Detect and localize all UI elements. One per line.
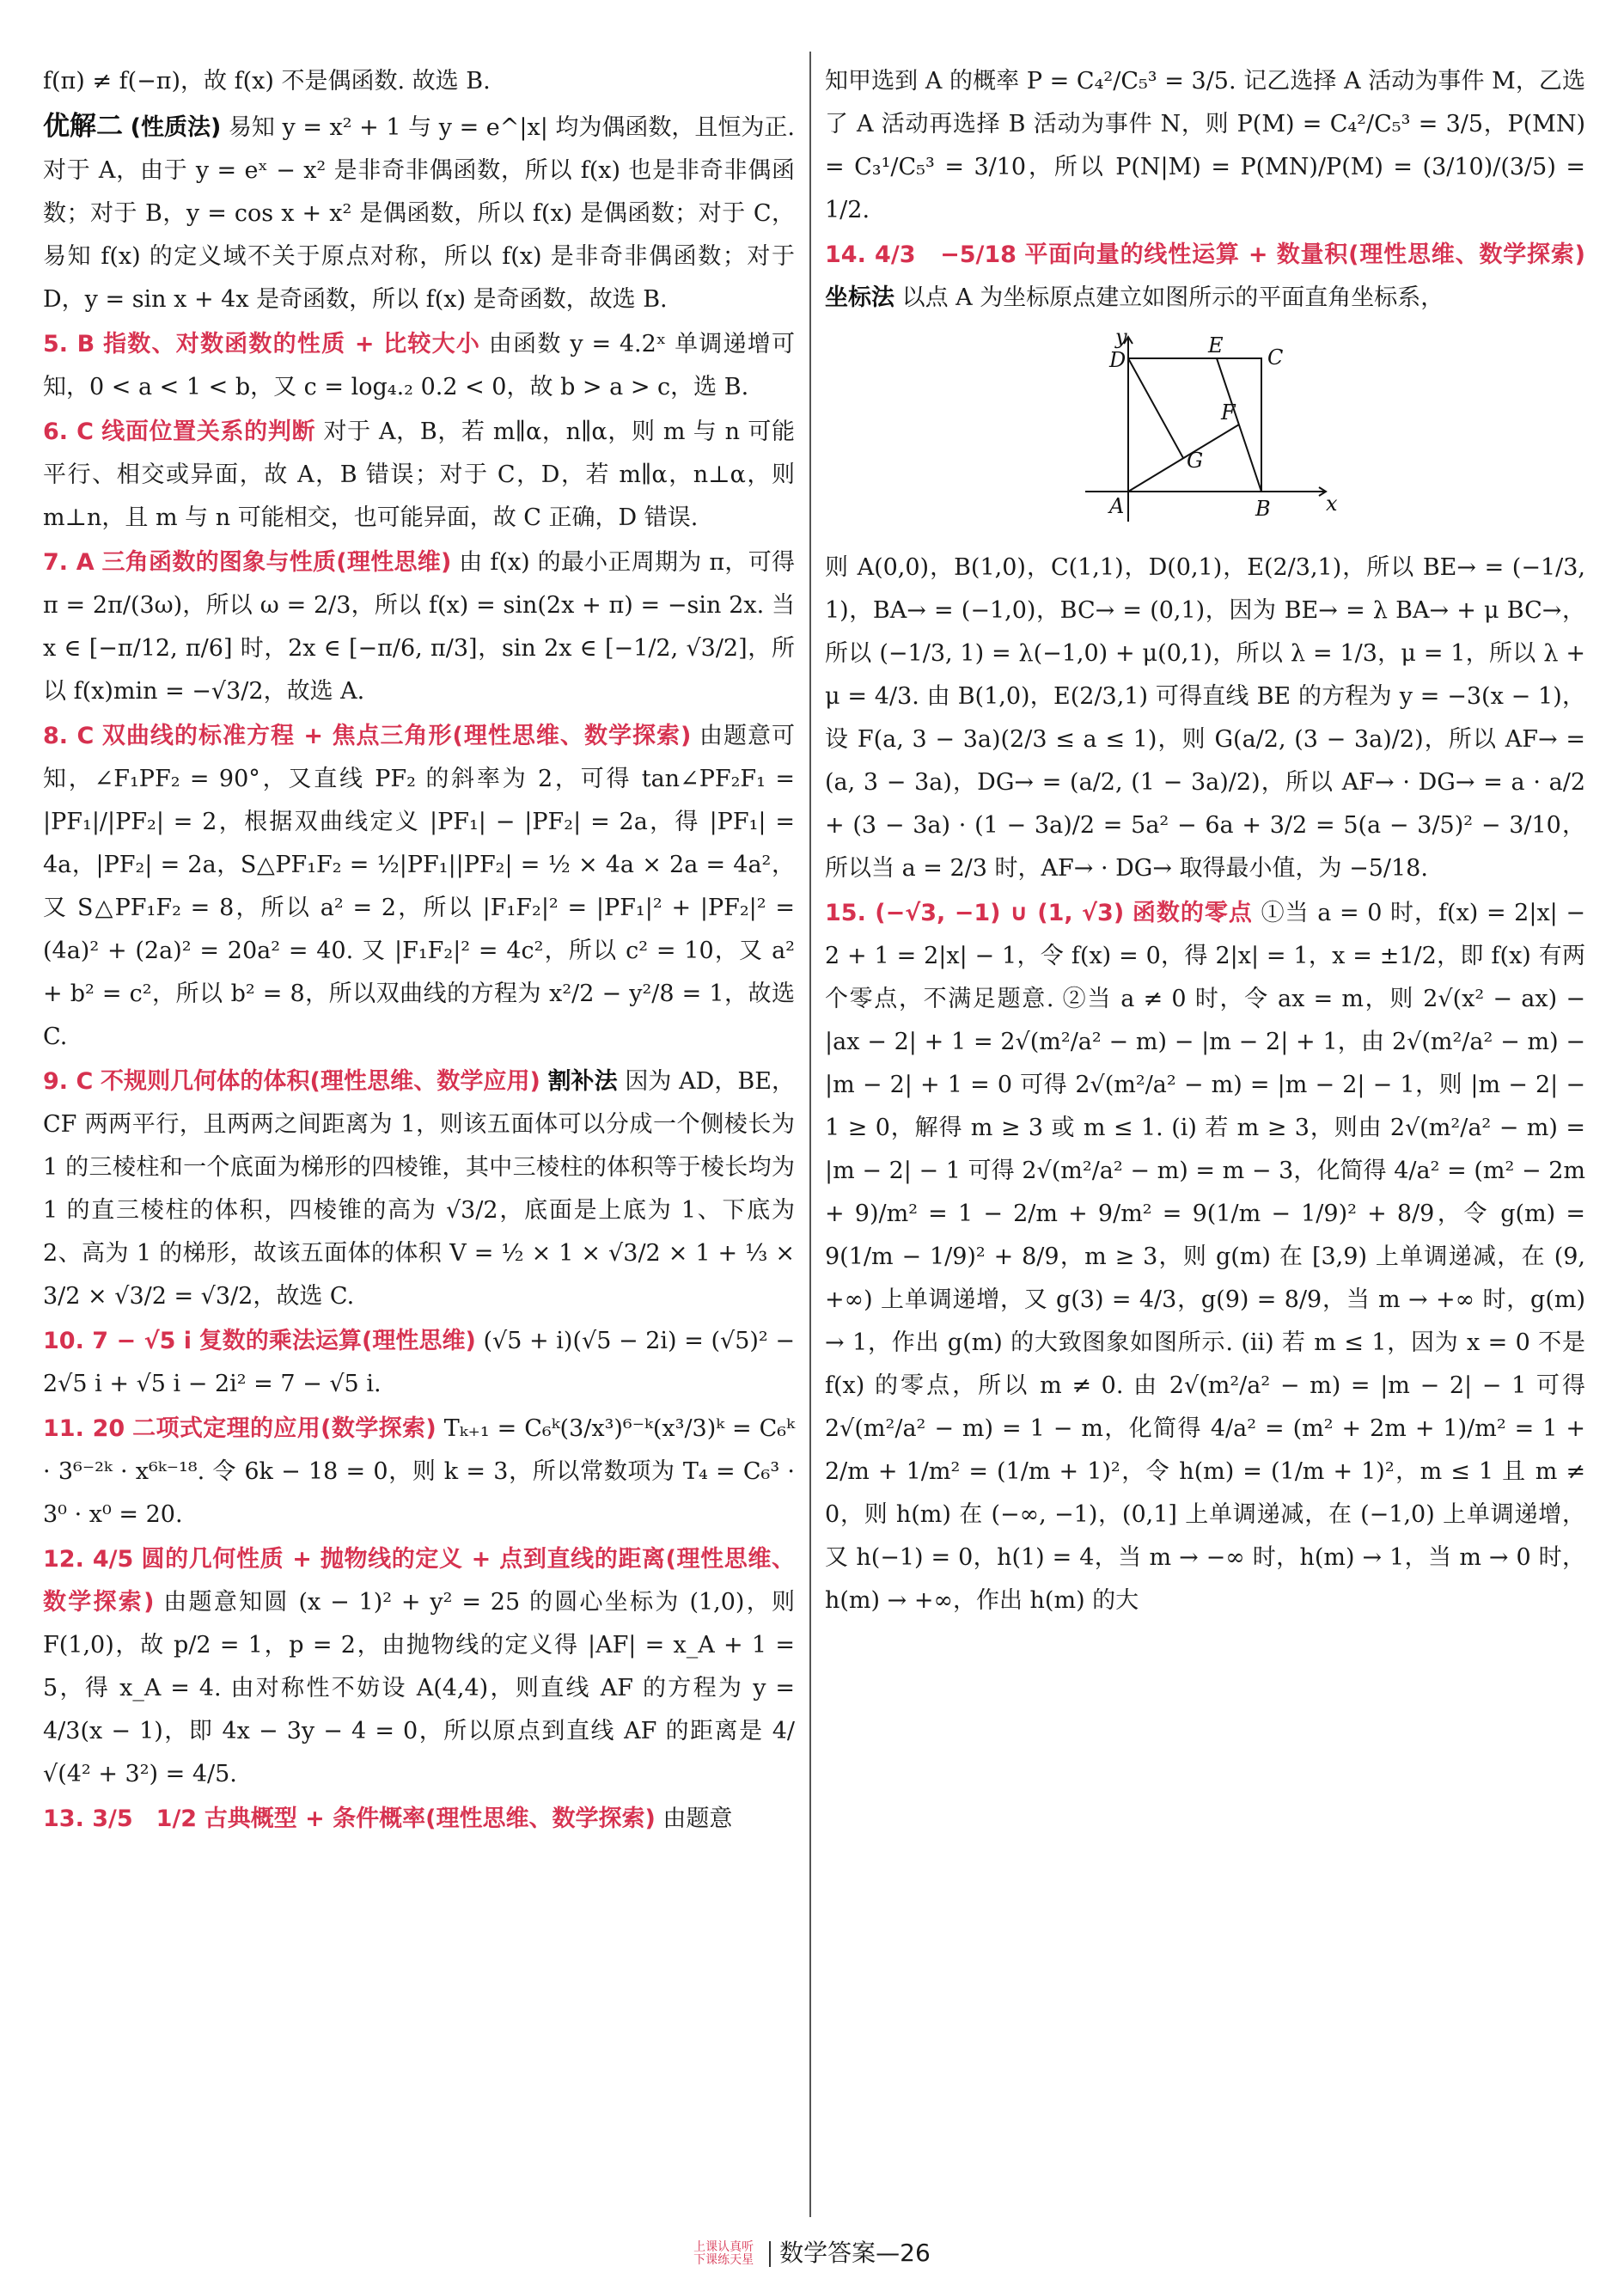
fig-label-A: A	[1108, 494, 1124, 518]
left-paragraph	[43, 323, 795, 409]
solution-text: 以点 A 为坐标原点建立如图所示的平面直角坐标系，	[901, 284, 1444, 311]
topic-tag: 二项式定理的应用(数学探索)	[132, 1415, 437, 1442]
solution-text: 对于 A，B，若 m∥α，n∥α，则 m 与 n 可能平行、相交或异面，故 A，B 错误；对于 C，D，若 m∥α，n⊥α，则 m⊥n，且 m 与 n 可能相交，也可能异面，故 C 正确，D 错误.	[43, 419, 795, 531]
topic-tag: 不规则几何体的体积(理性思维、数学应用)	[100, 1068, 540, 1095]
coordinate-figure	[1068, 328, 1343, 535]
answer-number: 13. 3/5 1/2	[43, 1805, 198, 1832]
page-footer	[0, 2234, 1624, 2269]
solution-text: 由题意可知，∠F₁PF₂ = 90°，又直线 PF₂ 的斜率为 2，可得 tan∠PF₂F₁ = |PF₁|/|PF₂| = 2，根据双曲线定义 |PF₁| − |PF₂| = 2a，得 |PF₁| = 4a，|PF₂| = 2a，S△PF₁F₂ = ½|PF₁||PF₂| = ½ × 4a × 2a = 4a²，又 S△PF₁F₂ = 8，所以 a² = 2，所以 |F₁F₂|² = |PF₁|² + |PF₂|² = (4a)² + (2a)² = 20a² = 40. 又 |F₁F₂|² = 4c²，所以 c² = 10，又 a² + b² = c²，所以 b² = 8，所以双曲线的方程为 x²/2 − y²/8 = 1，故选 C.	[43, 723, 796, 1050]
solution-text: 则 A(0,0)，B(1,0)，C(1,1)，D(0,1)，E(2/3,1)，所以 BE→ = (−1/3, 1)，BA→ = (−1,0)，BC→ = (0,1)，因为 BE→ = λ BA→ + μ BC→，所以 (−1/3, 1) = λ(−1,0) + μ(0,1)，所以 λ = 1/3，μ = 1，所以 λ + μ = 4/3. 由 B(1,0)，E(2/3,1) 可得直线 BE 的方程为 y = −3(x − 1)，设 F(a, 3 − 3a)(2/3 ≤ a ≤ 1)，则 G(a/2, (3 − 3a)/2)，所以 AF→ = (a, 3 − 3a)，DG→ = (a/2, (1 − 3a)/2)，所以 AF→ · DG→ = a · a/2 + (3 − 3a) · (1 − 3a)/2 = 5a² − 6a + 3/2 = 5(a − 3/5)² − 3/10，所以当 a = 2/3 时，AF→ · DG→ 取得最小值，为 −5/18.	[825, 554, 1585, 882]
segment-AF	[1128, 425, 1239, 492]
answer-number: 11. 20	[43, 1415, 125, 1442]
answer-number: 8. C	[43, 723, 95, 749]
topic-tag: 函数的零点	[1132, 900, 1253, 926]
method-label: 割补法	[547, 1068, 618, 1095]
answer-number: 6. C	[43, 419, 94, 445]
method-label: 坐标法	[825, 284, 894, 311]
left-paragraph	[43, 1320, 795, 1406]
solution-text: ①当 a = 0 时，f(x) = 2|x| − 2 + 1 = 2|x| − 1，令 f(x) = 0，得 2|x| = 1，x = ±1/2，即 f(x) 有两个零点，不满足题意. ②当 a ≠ 0 时，令 ax = m，则 2√(x² − ax) − |ax − 2| + 1 = 2√(m²/a² − m) − |m − 2| + 1，由 2√(m²/a² − m) − |m − 2| + 1 = 0 可得 2√(m²/a² − m) = |m − 2| − 1，则 |m − 2| − 1 ≥ 0，解得 m ≥ 3 或 m ≤ 1. (i) 若 m ≥ 3，则由 2√(m²/a² − m) = |m − 2| − 1 可得 2√(m²/a² − m) = m − 3，化简得 4/a² = (m² − 2m + 9)/m² = 1 − 2/m + 9/m² = 9(1/m − 1/9)² + 8/9，令 g(m) = 9(1/m − 1/9)² + 8/9，m ≥ 3，则 g(m) 在 [3,9) 上单调递减，在 (9, +∞) 上单调递增，又 g(3) = 4/3，g(9) = 8/9，当 m → +∞ 时，g(m) → 1，作出 g(m) 的大致图象如图所示. (ii) 若 m ≤ 1，因为 x = 0 不是 f(x) 的零点，所以 m ≠ 0. 由 2√(m²/a² − m) = |m − 2| − 1 可得 2√(m²/a² − m) = 1 − m，化简得 4/a² = (m² + 2m + 1)/m² = 1 + 2/m + 1/m² = (1/m + 1)²，令 h(m) = (1/m + 1)²，m ≤ 1 且 m ≠ 0，则 h(m) 在 (−∞, −1)，(0,1] 上单调递减，在 (−1,0) 上单调递增，又 h(−1) = 0，h(1) = 4，当 m → −∞ 时，h(m) → 1，当 m → 0 时，h(m) → +∞，作出 h(m) 的大	[825, 900, 1586, 1614]
solution-text: 由函数 y = 4.2ˣ 单调递增可知，0 < a < 1 < b，又 c = log₄.₂ 0.2 < 0，故 b > a > c，选 B.	[43, 331, 795, 400]
solution-text: 因为 AD，BE，CF 两两平行，且两两之间距离为 1，则该五面体可以分成一个侧棱长为 1 的三棱柱和一个底面为梯形的四棱锥，其中三棱柱的体积等于棱长均为 1 的直三棱柱的体积，四棱锥的高为 √3/2，底面是上底为 1、下底为 2、高为 1 的梯形，故该五面体的体积 V = ½ × 1 × √3/2 × 1 + ⅓ × 3/2 × √3/2 = √3/2，故选 C.	[43, 1068, 795, 1310]
answer-number: 15. (−√3, −1) ∪ (1, √3)	[825, 900, 1125, 926]
footer-separator	[769, 2241, 771, 2267]
answer-number: 9. C	[43, 1068, 94, 1095]
solution-text: (√5 + i)(√5 − 2i) = (√5)² − 2√5 i + √5 i − 2i² = 7 − √5 i.	[43, 1328, 795, 1397]
method-note: (性质法)	[130, 114, 222, 141]
left-paragraph	[43, 715, 795, 1059]
solution-text: 由题意知圆 (x − 1)² + y² = 25 的圆心坐标为 (1,0)，则 F(1,0)，故 p/2 = 1，p = 2，由抛物线的定义得 |AF| = x_A + 1 = 5，得 x_A = 4. 由对称性不妨设 A(4,4)，则直线 AF 的方程为 y = 4/3(x − 1)，即 4x − 3y − 4 = 0，所以原点到直线 AF 的距离是 4/√(4² + 3²) = 4/5.	[43, 1589, 795, 1787]
solution-text: 由题意	[662, 1805, 733, 1832]
topic-tag: 三角函数的图象与性质(理性思维)	[101, 549, 452, 576]
right-paragraph	[825, 60, 1585, 232]
method-title: 优解二	[43, 111, 124, 142]
answer-number: 5. B	[43, 331, 95, 357]
publisher-logo: 上课认真听 下课练天星	[693, 2240, 754, 2267]
right-paragraph	[825, 547, 1585, 890]
answer-number: 7. A	[43, 549, 95, 576]
answer-number: 14. 4/3 −5/18	[825, 241, 1017, 268]
fig-label-x: x	[1325, 492, 1338, 516]
left-paragraph	[43, 1060, 795, 1318]
solution-text: Tₖ₊₁ = C₆ᵏ(3/x³)⁶⁻ᵏ(x³/3)ᵏ = C₆ᵏ · 3⁶⁻²ᵏ · x⁶ᵏ⁻¹⁸. 令 6k − 18 = 0，则 k = 3，所以常数项为 T₄ = C₆³ · 3⁰ · x⁰ = 20.	[43, 1415, 795, 1528]
fig-label-G: G	[1186, 449, 1203, 473]
topic-tag: 指数、对数函数的性质 + 比较大小	[103, 331, 481, 357]
fig-label-D: D	[1108, 348, 1126, 372]
fig-label-F: F	[1220, 400, 1236, 425]
answer-number: 10. 7 − √5 i	[43, 1328, 192, 1354]
right-paragraph	[825, 234, 1585, 320]
topic-tag: 线面位置关系的判断	[101, 419, 316, 445]
solution-text: 易知 y = x² + 1 与 y = e^|x| 均为偶函数，且恒为正. 对于 A，由于 y = eˣ − x² 是非奇非偶函数，所以 f(x) 也是非奇非偶函数；对于 B，y = cos x + x² 是偶函数，所以 f(x) 是偶函数；对于 C，易知 f(x) 的定义域不关于原点对称，所以 f(x) 是非奇非偶函数；对于 D，y = sin x + 4x 是奇函数，所以 f(x) 是奇函数，故选 B.	[43, 114, 795, 313]
page-number: 数学答案—26	[779, 2239, 931, 2267]
solution-text: f(π) ≠ f(−π)，故 f(x) 不是偶函数. 故选 B.	[43, 68, 491, 95]
left-paragraph	[43, 541, 795, 713]
solution-text: 知甲选到 A 的概率 P = C₄²/C₅³ = 3/5. 记乙选择 A 活动为事件 M，乙选了 A 活动再选择 B 活动为事件 N，则 P(M) = C₄²/C₅³ = 3/5，P(MN) = C₃¹/C₅³ = 3/10，所以 P(N|M) = P(MN)/P(M) = (3/10)/(3/5) = 1/2.	[825, 68, 1585, 223]
right-paragraph	[825, 892, 1585, 1622]
fig-label-B: B	[1255, 497, 1271, 521]
topic-tag: 圆的几何性质 + 抛物线的定义 + 点到直线的距离(理性思维、数学探索)	[43, 1546, 795, 1616]
left-paragraph	[43, 1408, 795, 1537]
answer-number: 12. 4/5	[43, 1546, 134, 1573]
topic-tag: 平面向量的线性运算 + 数量积(理性思维、数学探索)	[1024, 241, 1585, 268]
left-paragraph	[43, 60, 795, 103]
topic-tag: 复数的乘法运算(理性思维)	[198, 1328, 476, 1354]
left-paragraph	[43, 411, 795, 540]
left-paragraph	[43, 1538, 795, 1796]
solution-text: 由 f(x) 的最小正周期为 π，可得 π = 2π/(3ω)，所以 ω = 2/3，所以 f(x) = sin(2x + π) = −sin 2x. 当 x ∈ [−π/12, π/6] 时，2x ∈ [−π/6, π/3]，sin 2x ∈ [−1/2, √3/2]，所以 f(x)min = −√3/2，故选 A.	[43, 549, 795, 705]
fig-label-E: E	[1207, 333, 1224, 357]
left-column	[43, 60, 795, 1842]
fig-label-y: y	[1114, 328, 1127, 349]
column-divider	[809, 52, 811, 2217]
left-paragraph	[43, 105, 795, 321]
topic-tag: 双曲线的标准方程 + 焦点三角形(理性思维、数学探索)	[101, 723, 692, 749]
topic-tag: 古典概型 + 条件概率(理性思维、数学探索)	[204, 1805, 656, 1832]
segment-DG	[1128, 358, 1183, 458]
fig-label-C: C	[1267, 345, 1283, 370]
right-column	[825, 60, 1585, 1624]
left-paragraph	[43, 1798, 795, 1841]
